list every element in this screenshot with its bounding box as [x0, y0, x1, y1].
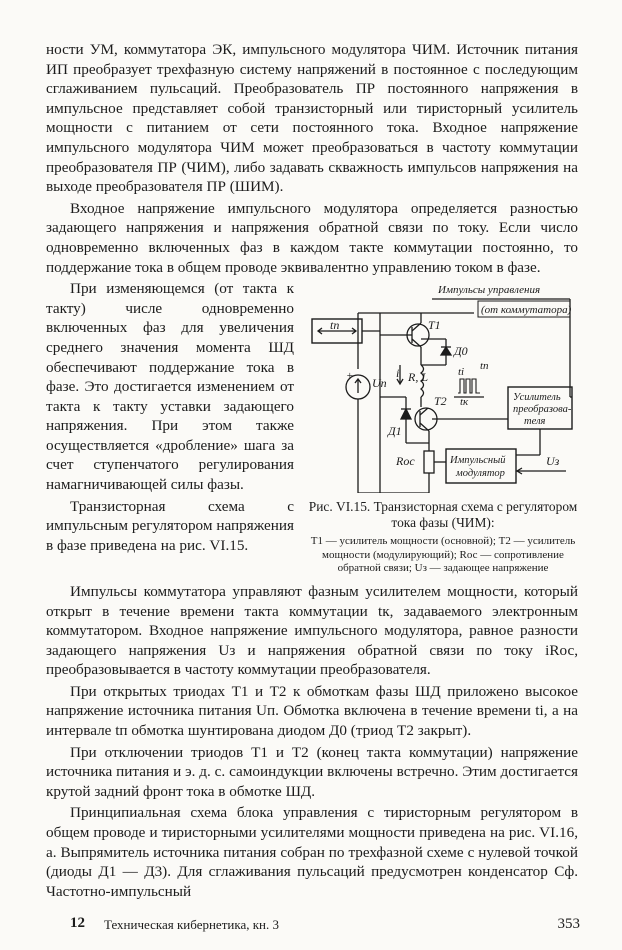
paragraph-6: При открытых триодах T1 и T2 к обмоткам фазы ШД приложено высокое напряжение источника питания Uп. Обмотка включена в течение времени ti, а на интервале tп обмотка шунтирована диодом Д0 (триод T2 закрыт). — [46, 682, 578, 740]
figure-caption: Рис. VI.15. Транзисторная схема с регулятором тока фазы (ЧИМ): — [308, 499, 578, 531]
tp-label: tп — [330, 318, 340, 333]
ti-label: ti — [458, 366, 465, 379]
i-label: i — [396, 366, 400, 381]
mod-label-1: Импульсный — [450, 455, 506, 467]
t1-label: T1 — [428, 318, 441, 333]
t2-label: T2 — [434, 394, 447, 409]
paragraph-3: При изменяющемся (от такта к такту) числе одновременно включенных фаз для увеличения среднего значения момента ШД обеспечивают поддержание тока в фазе. Это достигается изменением от такта к такту уставки задающего напряжения. При этом также осуществляется «дробление» шага за счет ступенчатого регулирования намагничивающей силы фазы. — [46, 280, 294, 494]
pulse-waveform — [458, 379, 480, 393]
roc-label: Rос — [396, 454, 415, 469]
signature-mark: 12 — [70, 915, 85, 931]
svg-text:+: + — [346, 370, 354, 383]
d0-diode — [441, 347, 451, 355]
rl-label: R, L — [408, 370, 429, 385]
figure-vi-15 — [308, 279, 578, 576]
d1-label: Д1 — [388, 424, 402, 439]
paragraph-8: Принципиальная схема блока управления с тиристорным регулятором в общем проводе и тиристорными усилителями мощности приведена на рис. VI.16, а. Выпрямитель источника питания собран по трехфазной схеме с нулевой точкой (диоды Д1 — Д3). Для сглаживания пульсаций предусмотрен конденсатор Cф. Частотно-импульсный — [46, 804, 578, 900]
amp-label-3: теля — [524, 416, 546, 428]
uz-label: Uз — [546, 454, 560, 469]
from-commutator-label: (от коммутатора) — [481, 304, 572, 317]
paragraph-4: Транзисторная схема с импульсным регулятором напряжения в фазе приведена на рис. VI.15. — [46, 497, 294, 554]
tn-label: tп — [480, 360, 489, 373]
pulses-title: Импульсы управления — [438, 284, 541, 297]
figure-legend: T1 — усилитель мощности (основной); T2 — усилитель мощности (модулирующий); Rос — сопротивление обратной связи; Uз — задающее напряжение — [310, 535, 576, 575]
roc-resistor — [424, 451, 434, 473]
up-label: Uп — [372, 376, 387, 391]
figure-wrap — [46, 277, 578, 580]
page-body — [46, 40, 578, 901]
amp-label-2: преобразова- — [513, 404, 572, 416]
paragraph-7: При отключении триодов T1 и T2 (конец такта коммутации) напряжение источника питания и э. д. с. самоиндукции включены встречно. Этим достигается крутой задний фронт тока в обмотке ШД. — [46, 743, 578, 800]
d0-label: Д0 — [454, 344, 468, 359]
amp-label-1: Усилитель — [513, 392, 561, 404]
tk-label: tк — [460, 396, 469, 409]
mod-label-2: модулятор — [456, 468, 505, 480]
d1-diode — [401, 409, 411, 419]
paragraph-1: ности УМ, коммутатора ЭК, импульсного модулятора ЧИМ. Источник питания ИП преобразует трехфазную систему напряжений в постоянное с последующим сглаживанием пульсаций. Преобразователь ПР постоянного напряжения в импульсное представляет собой транзисторный или тиристорный усилитель мощности с питанием от сети постоянного тока. Входное напряжение импульсного модулятора ЧИМ может преобразоваться в частоту коммутации преобразователя ПР (ЧИМ), либо задавать скважность импульсов напряжения на выходе преобразователя ПР (ШИМ). — [46, 41, 578, 196]
paragraph-5: Импульсы коммутатора управляют фазным усилителем мощности, который открыт в течение времени такта коммутации tк, задаваемого электронным коммутатором. Входное напряжение импульсного модулятора, равное разности задающего напряжения Uз и напряжения обратной связи по току iRос, преобразовывается в частоту коммутации преобразователя. — [46, 582, 578, 679]
page-number: 353 — [557, 916, 580, 932]
running-title: Техническая кибернетика, кн. 3 — [104, 917, 279, 932]
paragraph-2: Входное напряжение импульсного модулятора определяется разностью задающего напряжения и напряжения обратной связи по току. Если число одновременно включенных фаз в каждом такте коммутации постоянно, то поддержание тока в общем проводе эквивалентно управлению током в фазе. — [46, 199, 578, 276]
circuit-diagram — [308, 279, 578, 493]
